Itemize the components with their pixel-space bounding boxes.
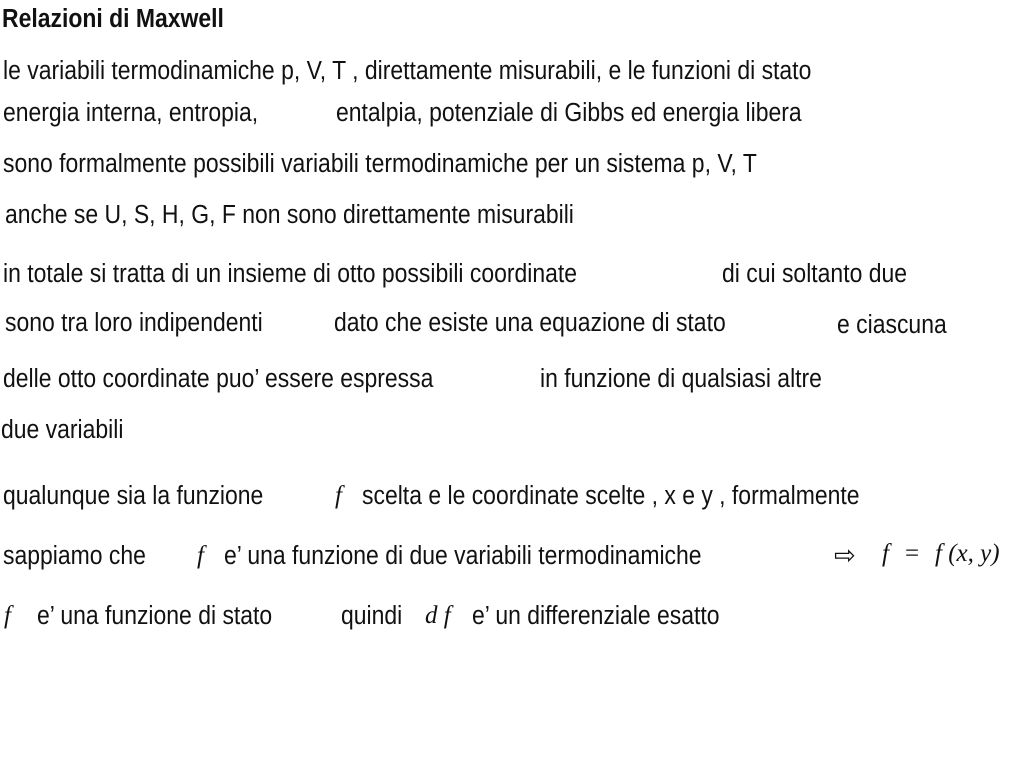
text-line-5b: di cui soltanto due <box>722 260 908 288</box>
math-df: d f <box>425 602 451 629</box>
text-line-8: due variabili <box>1 416 124 444</box>
text-line-4: anche se U, S, H, G, F non sono direttamente misurabili <box>5 201 574 229</box>
text-line-6c: e ciascuna <box>837 311 947 339</box>
text-line-9a: qualunque sia la funzione <box>3 482 264 510</box>
text-line-3: sono formalmente possibili variabili termodinamiche per un sistema p, V, T <box>3 150 757 178</box>
slide-title: Relazioni di Maxwell <box>2 5 224 33</box>
text-line-11c: e’ un differenziale esatto <box>472 602 720 630</box>
math-equation-lhs: f <box>882 540 889 567</box>
text-line-2b: entalpia, potenziale di Gibbs ed energia libera <box>336 99 802 127</box>
text-line-10a: sappiamo che <box>3 542 146 570</box>
text-line-7b: in funzione di qualsiasi altre <box>540 365 822 393</box>
math-equation-equals: = <box>905 540 920 567</box>
math-f-2: f <box>197 542 204 569</box>
text-line-10b: e’ una funzione di due variabili termodinamiche <box>224 542 702 570</box>
text-line-5a: in totale si tratta di un insieme di otto possibili coordinate <box>3 260 578 288</box>
math-f-1: f <box>335 482 342 509</box>
text-line-11b: quindi <box>341 602 403 630</box>
text-line-9b: scelta e le coordinate scelte , x e y , formalmente <box>362 482 860 510</box>
math-equation-rhs: f (x, y) <box>935 540 1000 567</box>
text-line-6b: dato che esiste una equazione di stato <box>334 309 726 337</box>
right-arrow-icon: ⇨ <box>834 541 856 571</box>
math-f-3: f <box>4 602 11 629</box>
text-line-11a: e’ una funzione di stato <box>37 602 273 630</box>
text-line-6a: sono tra loro indipendenti <box>5 309 263 337</box>
text-line-1: le variabili termodinamiche p, V, T , direttamente misurabili, e le funzioni di stato <box>3 57 812 85</box>
text-line-2a: energia interna, entropia, <box>3 99 259 127</box>
text-line-7a: delle otto coordinate puo’ essere espressa <box>3 365 434 393</box>
